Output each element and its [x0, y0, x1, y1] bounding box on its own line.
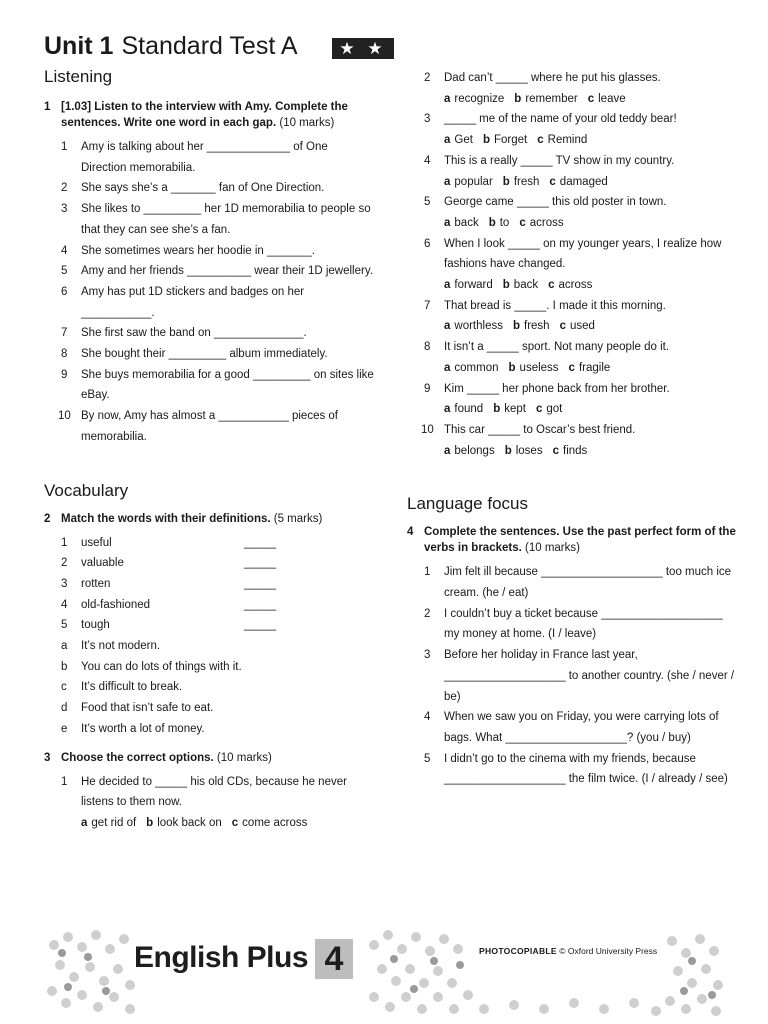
- option-text: got: [546, 403, 563, 416]
- option-text: back: [513, 279, 539, 292]
- option: [553, 445, 588, 457]
- brand-logo: English Plus: [134, 941, 309, 974]
- q3-options: [407, 213, 737, 234]
- language-focus-item: [407, 749, 737, 790]
- option-letter: a: [444, 92, 451, 105]
- item-number: 2: [61, 557, 68, 570]
- option: [489, 217, 510, 229]
- item-number: 10: [58, 410, 71, 423]
- q3-item: [407, 234, 737, 275]
- q3-item: [407, 109, 737, 130]
- item-text: When we saw you on Friday, you were carrying lots of bags. What ___________________? (you / buy): [444, 711, 719, 744]
- option-letter: b: [514, 92, 522, 105]
- item-number: 3: [61, 577, 68, 590]
- item-text: She says she’s a _______ fan of One Direction.: [81, 182, 325, 195]
- language-focus-item: [407, 707, 737, 748]
- option: [503, 176, 540, 188]
- option: [549, 176, 607, 188]
- answer-blank: _____: [244, 536, 276, 549]
- option-letter: a: [444, 279, 451, 292]
- q3-options: [407, 399, 737, 420]
- word-text: rotten: [81, 577, 111, 590]
- question-number: 2: [44, 512, 51, 525]
- option-letter: c: [587, 92, 595, 105]
- option: [483, 134, 527, 146]
- option-text: back: [454, 216, 479, 229]
- definition-row: [44, 677, 374, 698]
- answer-blank: _____: [244, 619, 276, 632]
- item-text: By now, Amy has almost a ___________ pieces of memorabilia.: [81, 410, 338, 443]
- option-letter: b: [493, 403, 501, 416]
- item-text: It isn’t a _____ sport. Not many people do it.: [444, 341, 670, 354]
- option: [569, 362, 611, 374]
- item-text: Amy is talking about her _____________ of One Direction memorabilia.: [81, 141, 328, 174]
- option-letter: c: [548, 279, 555, 292]
- option: [444, 362, 499, 374]
- item-number: 4: [61, 598, 68, 611]
- item-text: George came _____ this old poster in town.: [444, 196, 667, 209]
- item-number: 3: [424, 649, 431, 662]
- item-number: 5: [424, 196, 431, 209]
- item-number: 6: [61, 285, 68, 298]
- listening-item: [44, 241, 374, 262]
- definition-row: [44, 698, 374, 719]
- q3-items-left: [44, 772, 374, 834]
- listening-item: [44, 406, 374, 447]
- listening-item: [44, 365, 374, 406]
- option-letter: c: [535, 403, 543, 416]
- option-text: remember: [525, 92, 578, 105]
- difficulty-stars: ★ ★: [332, 38, 394, 59]
- q3-options: [407, 441, 737, 462]
- item-text: I didn’t go to the cinema with my friends, because ___________________ the film twice. (I / already / see): [444, 752, 728, 786]
- option-letter: a: [444, 175, 451, 188]
- q3-item: [407, 68, 737, 89]
- section-heading-listening: Listening: [44, 67, 113, 86]
- question-number: 1: [44, 101, 51, 113]
- option-letter: b: [482, 134, 490, 147]
- test-title: Standard Test A: [121, 32, 298, 60]
- option: [81, 817, 136, 829]
- option: [519, 217, 563, 229]
- item-text: She likes to _________ her 1D memorabilia to people so that they can see she’s a fan.: [81, 203, 371, 236]
- marks-label: (10 marks): [525, 542, 580, 555]
- q3-item: [407, 151, 737, 172]
- page-title: [44, 32, 298, 61]
- option: [513, 320, 550, 332]
- q3-item: [44, 772, 374, 813]
- item-text: Amy and her friends __________ wear their 1D jewellery.: [81, 265, 373, 278]
- match-word-row: [44, 574, 374, 595]
- option-text: recognize: [454, 92, 505, 105]
- option-text: loses: [515, 444, 543, 457]
- match-word-row: [44, 615, 374, 636]
- option-text: Forget: [493, 134, 528, 147]
- option-letter: b: [502, 279, 510, 292]
- option: [503, 279, 538, 291]
- option-letter: a: [444, 444, 451, 457]
- option: [560, 320, 595, 332]
- item-number: 1: [61, 775, 68, 788]
- option-text: common: [454, 361, 499, 374]
- definition-letter: a: [61, 640, 68, 653]
- listening-items: [44, 137, 374, 448]
- item-text: This car _____ to Oscar’s best friend.: [444, 423, 636, 436]
- option: [493, 403, 526, 415]
- q3-options: [407, 130, 737, 151]
- option-letter: c: [231, 816, 239, 829]
- question-2-instruction: [44, 511, 374, 527]
- item-text: She sometimes wears her hoodie in _______.: [81, 244, 315, 257]
- word-text: old-fashioned: [81, 598, 151, 611]
- definition-text: You can do lots of things with it.: [81, 660, 242, 673]
- definition-row: [44, 636, 374, 657]
- item-text: Before her holiday in France last year, ___________________ to another country. (she / never / be): [444, 649, 735, 703]
- option-text: used: [570, 320, 595, 333]
- instruction-text: Match the words with their definitions.: [61, 512, 271, 525]
- option-text: useless: [519, 361, 559, 374]
- q3-options: [407, 172, 737, 193]
- answer-blank: _____: [244, 557, 276, 570]
- option-letter: a: [444, 320, 451, 333]
- option-text: fresh: [524, 320, 550, 333]
- option-letter: b: [504, 444, 512, 457]
- option: [146, 817, 222, 829]
- option-letter: b: [146, 816, 154, 829]
- option: [505, 445, 543, 457]
- option: [444, 445, 495, 457]
- match-words: [44, 533, 374, 637]
- q3-options: [407, 358, 737, 379]
- q3-options: [44, 813, 374, 834]
- marks-label: (10 marks): [216, 751, 272, 764]
- item-text: She first saw the band on ______________.: [81, 327, 307, 340]
- q3-item: [407, 420, 737, 441]
- option-letter: b: [512, 320, 521, 333]
- item-text: She bought their _________ album immediately.: [81, 348, 328, 361]
- item-number: 1: [424, 566, 431, 579]
- right-column: [407, 68, 737, 790]
- option-text: Get: [454, 134, 473, 147]
- option-text: Remind: [547, 134, 588, 147]
- answer-blank: _____: [244, 598, 276, 611]
- item-number: 7: [424, 299, 431, 312]
- option: [232, 817, 308, 829]
- definition-letter: d: [61, 702, 68, 715]
- option-text: belongs: [454, 444, 495, 457]
- q3-items-right: [407, 68, 737, 461]
- option: [588, 93, 626, 105]
- match-definitions: [44, 636, 374, 740]
- item-number: 9: [61, 368, 68, 381]
- option-text: across: [558, 279, 593, 292]
- item-text: When I look _____ on my younger years, I realize how fashions have changed.: [444, 237, 722, 271]
- marks-label: (5 marks): [273, 512, 323, 525]
- item-number: 2: [61, 182, 68, 195]
- match-word-row: [44, 595, 374, 616]
- option-text: popular: [454, 175, 493, 188]
- definition-text: It’s not modern.: [81, 640, 161, 653]
- definition-row: [44, 719, 374, 740]
- listening-item: [44, 261, 374, 282]
- q3-item: [407, 337, 737, 358]
- section-heading-vocabulary: Vocabulary: [44, 480, 129, 500]
- option-letter: b: [488, 216, 496, 229]
- question-4-instruction: [407, 524, 737, 556]
- option-text: get rid of: [91, 816, 137, 829]
- item-number: 4: [61, 244, 68, 257]
- option-letter: c: [552, 444, 559, 457]
- option-text: come across: [242, 816, 308, 829]
- option-text: kept: [504, 403, 526, 416]
- item-number: 9: [424, 382, 431, 395]
- option-letter: a: [444, 361, 451, 374]
- item-number: 2: [424, 607, 431, 620]
- brand-level-number: 4: [315, 939, 353, 979]
- q3-options: [407, 316, 737, 337]
- option-letter: c: [568, 361, 575, 374]
- photocopiable-label: PHOTOCOPIABLE: [479, 946, 557, 956]
- option-letter: a: [81, 816, 88, 829]
- question-number: 3: [44, 751, 51, 764]
- item-number: 3: [424, 113, 431, 126]
- q3-options: [407, 89, 737, 110]
- option-text: worthless: [454, 320, 503, 333]
- option-letter: c: [559, 320, 566, 333]
- option: [537, 134, 587, 146]
- listening-item: [44, 344, 374, 365]
- item-text: Amy has put 1D stickers and badges on her ___________.: [81, 285, 305, 319]
- definition-letter: e: [61, 722, 68, 735]
- option-text: across: [529, 216, 564, 229]
- item-text: He decided to _____ his old CDs, because he never listens to them now.: [81, 775, 347, 809]
- item-text: Jim felt ill because ___________________ too much ice cream. (he / eat): [444, 566, 732, 600]
- section-heading-language-focus: Language focus: [407, 494, 528, 514]
- item-text: That bread is _____. I made it this morning.: [444, 299, 666, 312]
- match-word-row: [44, 533, 374, 554]
- option-letter: a: [444, 216, 451, 229]
- word-text: tough: [81, 619, 110, 632]
- option-letter: c: [549, 175, 556, 188]
- option: [444, 403, 483, 415]
- option: [548, 279, 592, 291]
- item-number: 1: [61, 536, 68, 549]
- listening-item: [44, 137, 374, 178]
- copyright-notice: [479, 946, 657, 956]
- option: [444, 217, 479, 229]
- item-text: _____ me of the name of your old teddy bear!: [444, 113, 677, 126]
- option: [444, 279, 493, 291]
- item-number: 4: [424, 154, 431, 167]
- item-number: 7: [61, 327, 68, 340]
- item-number: 8: [424, 341, 431, 354]
- question-number: 4: [407, 526, 414, 539]
- language-focus-item: [407, 645, 737, 707]
- option-text: damaged: [559, 175, 608, 188]
- item-text: Kim _____ her phone back from her brother.: [444, 382, 670, 395]
- item-number: 10: [421, 423, 434, 436]
- footer: [44, 925, 724, 1017]
- definition-letter: c: [61, 681, 67, 694]
- option-text: fresh: [513, 175, 540, 188]
- item-number: 3: [61, 203, 68, 216]
- question-3-instruction: [44, 750, 374, 766]
- item-number: 8: [61, 348, 68, 361]
- listening-item: [44, 199, 374, 240]
- option-text: forward: [454, 279, 493, 292]
- item-number: 6: [424, 237, 431, 250]
- option-letter: b: [502, 175, 510, 188]
- item-number: 5: [61, 619, 68, 632]
- question-1-instruction: [44, 99, 374, 131]
- option-text: leave: [598, 92, 626, 105]
- definition-text: It’s difficult to break.: [81, 681, 183, 694]
- item-number: 2: [424, 72, 431, 84]
- option: [514, 93, 577, 105]
- word-text: valuable: [81, 557, 124, 570]
- option: [536, 403, 562, 415]
- option-text: fragile: [578, 361, 611, 374]
- listening-item: [44, 178, 374, 199]
- q3-item: [407, 192, 737, 213]
- instruction-text: [1.03] Listen to the interview with Amy. Complete the sentences. Write one word in each gap.: [61, 101, 348, 129]
- marks-label: (10 marks): [279, 117, 335, 129]
- item-number: 5: [424, 752, 431, 765]
- definition-row: [44, 657, 374, 678]
- left-column: [44, 66, 374, 834]
- item-text: Dad can’t _____ where he put his glasses.: [444, 72, 661, 84]
- option-letter: c: [519, 216, 526, 229]
- listening-item: [44, 282, 374, 323]
- q3-item: [407, 296, 737, 317]
- item-text: She buys memorabilia for a good _________ on sites like eBay.: [81, 368, 374, 402]
- option-text: look back on: [157, 816, 222, 829]
- option-text: found: [454, 403, 484, 416]
- option: [444, 320, 503, 332]
- copyright-text: © Oxford University Press: [559, 946, 658, 956]
- option: [444, 134, 473, 146]
- language-focus-items: [407, 562, 737, 790]
- option: [509, 362, 559, 374]
- answer-blank: _____: [244, 577, 276, 590]
- option-letter: a: [444, 134, 451, 147]
- option-letter: c: [537, 134, 544, 147]
- definition-text: Food that isn’t safe to eat.: [81, 702, 214, 715]
- unit-label: Unit 1: [44, 32, 114, 60]
- item-number: 4: [424, 711, 431, 724]
- item-text: I couldn’t buy a ticket because ___________________ my money at home. (I / leave): [444, 607, 723, 641]
- item-number: 1: [61, 141, 68, 153]
- instruction-text: Choose the correct options.: [61, 751, 214, 764]
- option-letter: a: [444, 403, 451, 416]
- language-focus-item: [407, 562, 737, 603]
- listening-item: [44, 323, 374, 344]
- option-letter: b: [508, 361, 516, 374]
- definition-text: It’s worth a lot of money.: [81, 722, 205, 735]
- item-text: This is a really _____ TV show in my country.: [444, 154, 675, 167]
- option-text: finds: [563, 444, 588, 457]
- option: [444, 176, 493, 188]
- language-focus-item: [407, 604, 737, 645]
- instruction-text: Complete the sentences. Use the past perfect form of the verbs in brackets.: [424, 526, 736, 555]
- item-number: 5: [61, 265, 68, 278]
- q3-options: [407, 275, 737, 296]
- match-word-row: [44, 553, 374, 574]
- option-text: to: [499, 216, 510, 229]
- definition-letter: b: [61, 660, 68, 673]
- word-text: useful: [81, 536, 112, 549]
- option: [444, 93, 504, 105]
- q3-item: [407, 379, 737, 400]
